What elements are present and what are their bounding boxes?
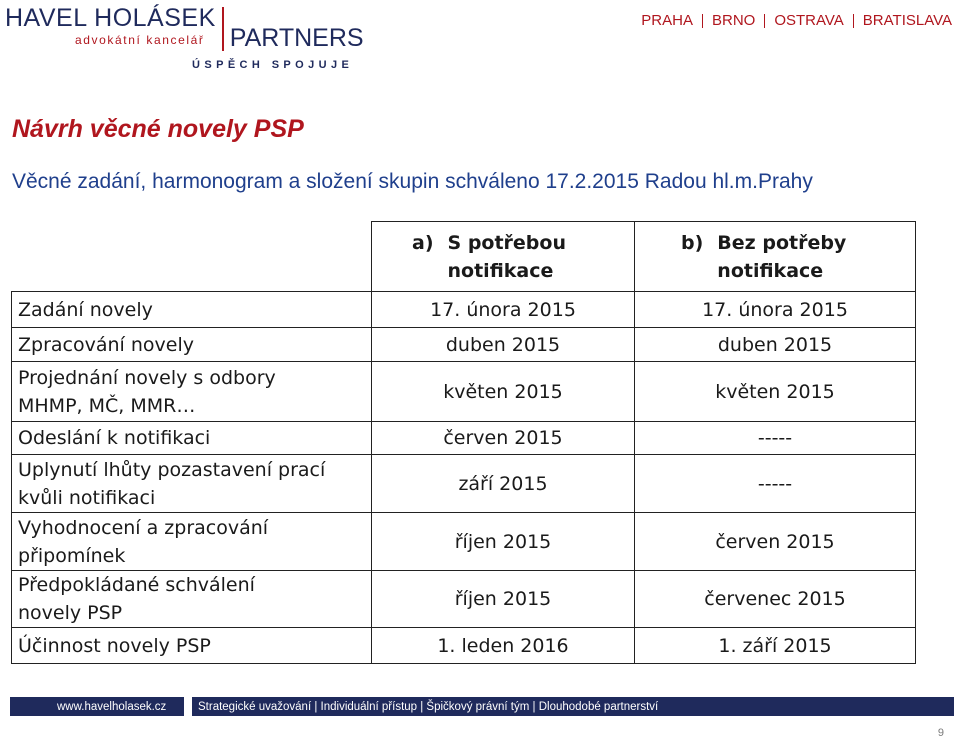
task-cell	[12, 628, 372, 664]
task-line1: Uplynutí lhůty pozastavení prací	[18, 458, 326, 481]
date-a-cell: duben 2015	[372, 328, 635, 362]
task-line2: kvůli notifikaci	[18, 486, 156, 509]
footer-bar	[10, 697, 954, 716]
date-b-cell: 1. září 2015	[635, 628, 916, 664]
task-line2: novely PSP	[18, 602, 123, 624]
column-b-label: b)	[681, 231, 704, 254]
date-a-cell: červen 2015	[372, 422, 635, 455]
table-header-row	[12, 222, 916, 292]
task-cell	[12, 571, 372, 628]
table-row	[12, 292, 916, 328]
city-bratislava: BRATISLAVA	[862, 12, 952, 29]
task-cell	[12, 362, 372, 422]
office-cities	[641, 12, 952, 29]
table-row	[12, 328, 916, 362]
task-line1: Odeslání k notifikaci	[18, 427, 211, 449]
city-praha: PRAHA	[641, 12, 693, 29]
task-cell	[12, 513, 372, 571]
task-line1: Vyhodnocení a zpracování	[18, 516, 269, 539]
date-a-cell: 17. února 2015	[372, 292, 635, 328]
date-b-cell: -----	[635, 455, 916, 513]
task-line1: Zadání novely	[18, 298, 153, 321]
task-line2: MHMP, MČ, MMR…	[18, 394, 196, 417]
date-b-cell: 17. února 2015	[635, 292, 916, 328]
city-brno: BRNO	[711, 12, 756, 29]
table-row	[12, 362, 916, 422]
city-separator	[702, 14, 703, 28]
task-line1: Projednání novely s odbory	[18, 366, 276, 389]
footer-separator	[184, 697, 192, 716]
task-line1: Zpracování novely	[18, 333, 194, 356]
city-ostrava: OSTRAVA	[774, 12, 844, 29]
task-cell	[12, 422, 372, 455]
city-separator	[764, 14, 765, 28]
schedule-table	[11, 221, 916, 664]
task-line2: připomínek	[18, 544, 126, 567]
task-cell	[12, 455, 372, 513]
table-row	[12, 422, 916, 455]
logo-partners: PARTNERS	[229, 24, 364, 52]
date-b-cell: červen 2015	[635, 513, 916, 571]
column-a-text-line1: S potřebou	[447, 231, 566, 254]
date-a-cell: 1. leden 2016	[372, 628, 635, 664]
task-cell	[12, 292, 372, 328]
logo-company-name: HAVEL HOLÁSEK	[5, 4, 216, 32]
logo-motto: ÚSPĚCH SPOJUJE	[192, 59, 354, 71]
city-separator	[853, 14, 854, 28]
date-a-cell: září 2015	[372, 455, 635, 513]
table-row	[12, 571, 916, 628]
footer-slogan: Strategické uvažování | Individuální přístup | Špičkový právní tým | Dlouhodobé partnerství	[198, 700, 659, 713]
task-cell	[12, 328, 372, 362]
column-b-text-line1: Bez potřeby	[717, 231, 847, 254]
column-header-a	[372, 222, 635, 292]
date-b-cell: duben 2015	[635, 328, 916, 362]
page-number: 9	[937, 727, 944, 739]
task-line1: Předpokládané schválení	[18, 574, 255, 596]
column-b-text-line2: notifikace	[717, 259, 824, 282]
date-b-cell: -----	[635, 422, 916, 455]
column-a-text-line2: notifikace	[447, 259, 554, 282]
task-line1: Účinnost novely PSP	[18, 634, 211, 657]
date-a-cell: říjen 2015	[372, 513, 635, 571]
date-b-cell: květen 2015	[635, 362, 916, 422]
date-a-cell: říjen 2015	[372, 571, 635, 628]
logo-divider	[222, 7, 224, 51]
table-row	[12, 513, 916, 571]
table-row	[12, 628, 916, 664]
column-header-b	[635, 222, 916, 292]
table-row	[12, 455, 916, 513]
table-header-empty	[12, 222, 372, 292]
slide-title: Návrh věcné novely PSP	[12, 115, 304, 143]
logo-subtitle: advokátní kancelář	[75, 33, 205, 47]
date-b-cell: červenec 2015	[635, 571, 916, 628]
column-a-label: a)	[412, 231, 434, 254]
slide-subtitle: Věcné zadání, harmonogram a složení skupin schváleno 17.2.2015 Radou hl.m.Prahy	[12, 170, 813, 193]
website-link[interactable]: www.havelholasek.cz	[57, 700, 167, 713]
date-a-cell: květen 2015	[372, 362, 635, 422]
